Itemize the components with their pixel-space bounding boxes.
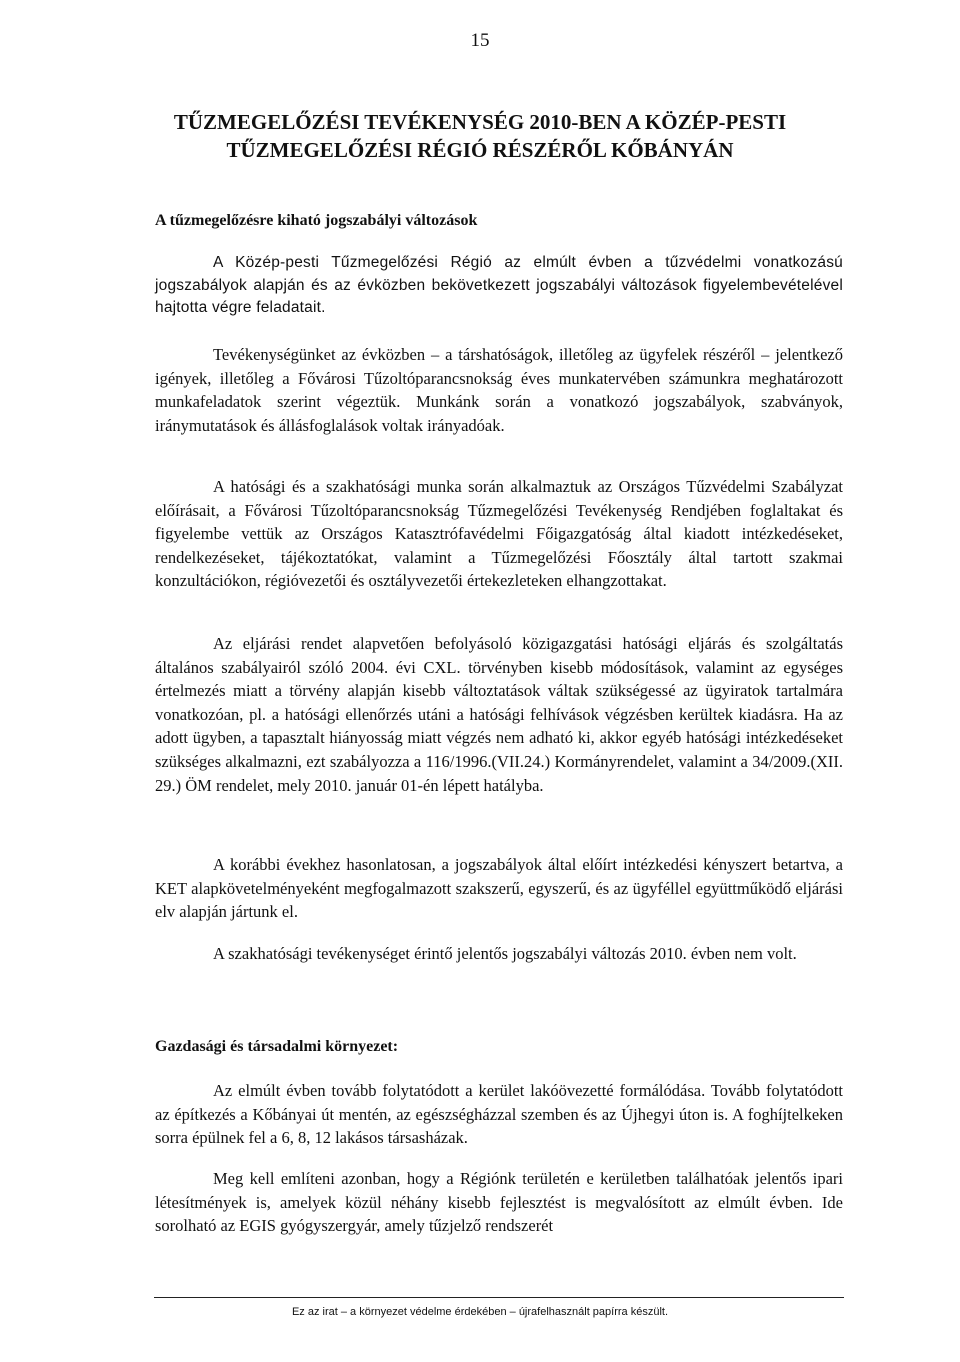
paragraph: Tevékenységünket az évközben – a társhatóságok, illetőleg az ügyfelek részéről – jelentkező igények, illetőleg a Fővárosi Tűzoltóparancsnokság éves munkatervében számunkra meghatározott munkafeladatok szerint végeztük. Munkánk során a vonatkozó jogszabályok, szabványok, iránymutatások és állásfoglalások voltak irányadóak. [155, 345, 843, 435]
paragraph: A Közép-pesti Tűzmegelőzési Régió az elmúlt évben a tűzvédelmi vonatkozású jogszabályok alapján és az évközben bekövetkezett jogszabályi változások figyelembevételével hajtotta végre feladatait. [155, 254, 843, 317]
paragraph: Az eljárási rendet alapvetően befolyásoló közigazgatási hatósági eljárás és szolgáltatás általános szabályairól szóló 2004. évi CXL. törvényben kisebb módosítások, valamint az egységes értelmezés miatt a törvény alapján kisebb változtatások váltak szükségessé az ügyiratok tartalmára vonatkozóan, pl. a hatósági ellenőrzés utáni a hatósági felhívások végzésben kerültek kiadásra. Ha az adott ügyben, a tapasztalt hiányosság miatt végzés nem adható ki, akkor egyéb hatósági intézkedéseket szükséges alkalmazni, ezt szabályozza a 116/1996.(VII.24.) Kormányrendelet, valamint a 34/2009.(XII. 29.) ÖM rendelet, mely 2010. január 01-én lépett hatályba. [155, 634, 843, 795]
paragraph: Az elmúlt évben tovább folytatódott a kerület lakóövezetté formálódása. Tovább folytatódott az építkezés a Kőbányai út mentén, az egészségházzal szemben és az Újhegyi úton is. A foghíjtelkeken sorra épülnek fel a 6, 8, 12 lakásos társasházak. [155, 1081, 843, 1148]
paragraph: A hatósági és a szakhatósági munka során alkalmaztuk az Országos Tűzvédelmi Szabályzat előírásait, a Fővárosi Tűzoltóparancsnokság Tűzmegelőzési Tevékenység Rendjében foglaltakat és figyelembe vettük az Országos Katasztrófavédelmi Főigazgatóság által kiadott intézkedéseket, rendelkezéseket, tájékoztatókat, valamint a Tűzmegelőzési Főosztály által tartott szakmai konzultációkon, régióvezetői és osztályvezetői értekezleteken elhangzottakat. [155, 477, 843, 591]
title-line-2: TŰZMEGELŐZÉSI RÉGIÓ RÉSZÉRŐL KŐBÁNYÁN [226, 138, 734, 162]
footer-divider [154, 1297, 844, 1298]
page-title [0, 108, 960, 164]
paragraph: A korábbi évekhez hasonlatosan, a jogszabályok által előírt intézkedési kényszert betartva, a KET alapkövetelményeként megfogalmazott szakszerű, egyszerű, és az ügyféllel együttműködő eljárási elv alapján jártunk el. [155, 855, 843, 922]
page-number: 15 [470, 30, 490, 51]
section-heading-legal-changes: A tűzmegelőzésre kiható jogszabályi változások [155, 212, 478, 229]
paragraph: Meg kell említeni azonban, hogy a Régiónk területén e kerületben találhatóak jelentős ipari létesítmények is, amelyek közül néhány kisebb fejlesztést is megvalósított az elmúlt évben. Ide sorolható az EGIS gyógyszergyár, amely tűzjelző rendszerét [155, 1169, 843, 1236]
section-heading-economic-environment: Gazdasági és társadalmi környezet: [155, 1038, 399, 1055]
paragraph: A szakhatósági tevékenységet érintő jelentős jogszabályi változás 2010. évben nem volt. [213, 944, 797, 963]
title-line-1: TŰZMEGELŐZÉSI TEVÉKENYSÉG 2010-BEN A KÖZÉP-PESTI [173, 110, 787, 134]
footer-note: Ez az irat – a környezet védelme érdekében – újrafelhasznált papírra készült. [291, 1306, 669, 1318]
